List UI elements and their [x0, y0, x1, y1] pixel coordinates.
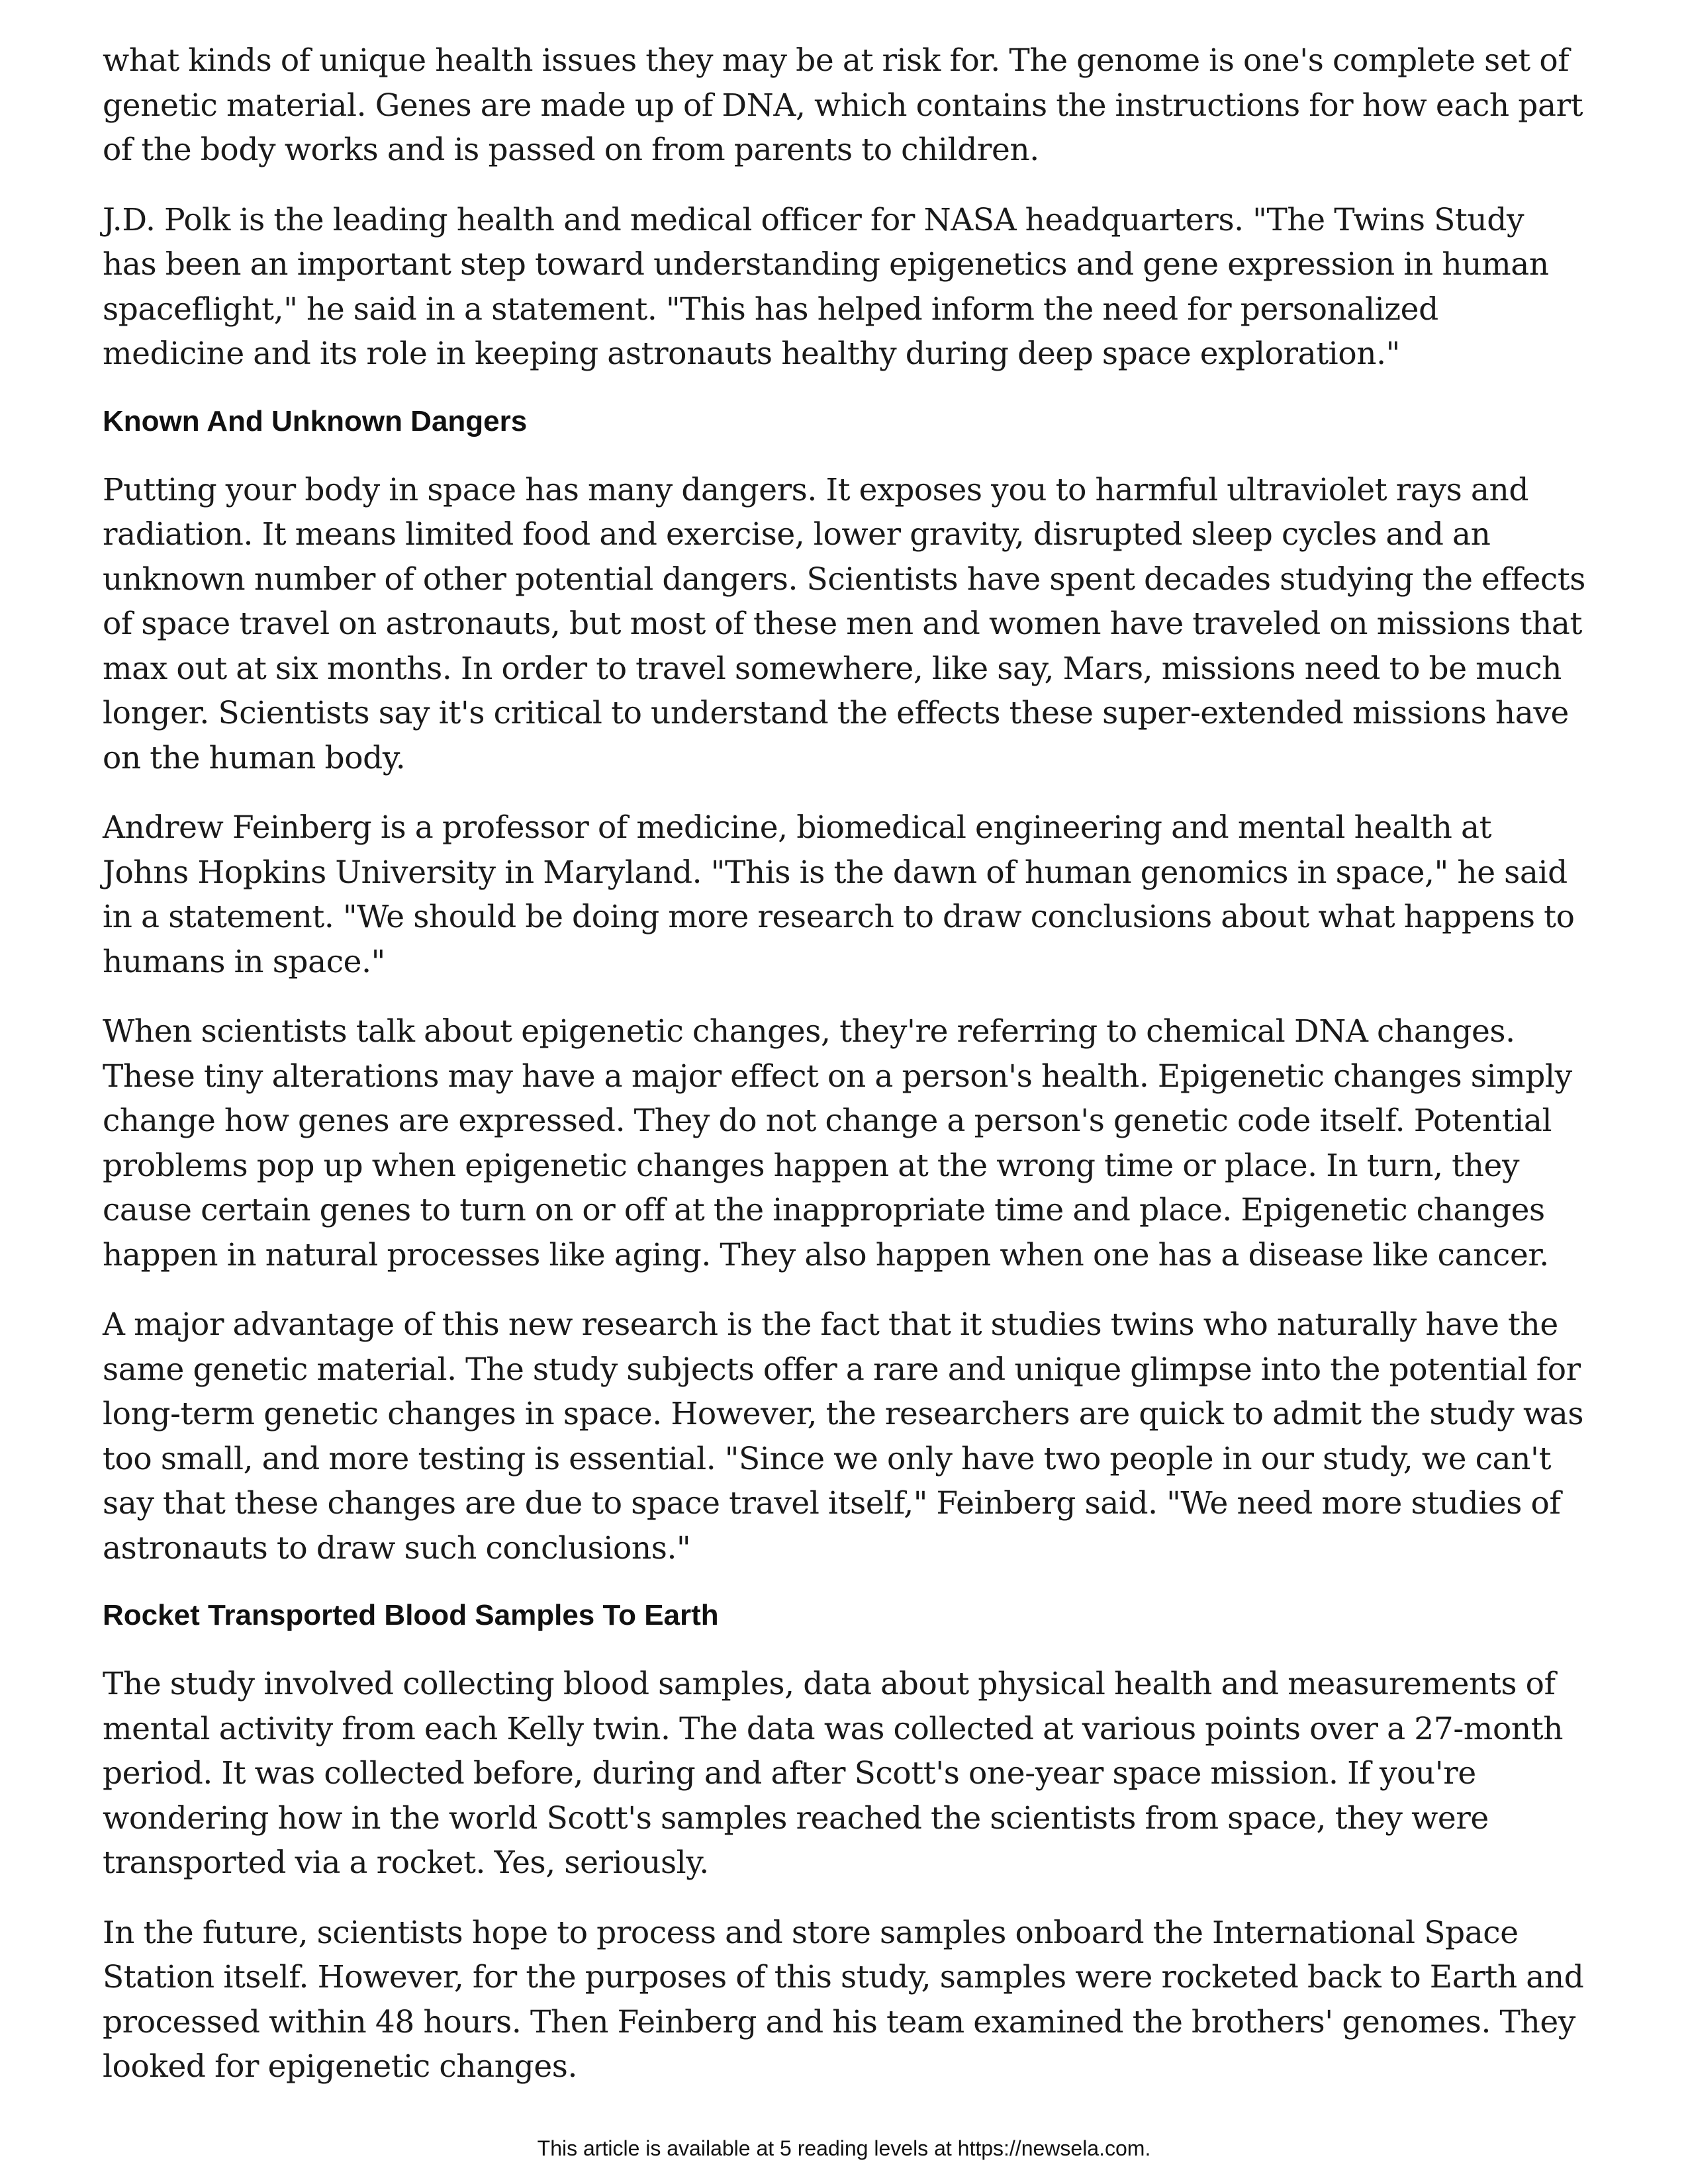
article-body	[103, 38, 1585, 2115]
heading-rocket-blood-samples: Rocket Transported Blood Samples To Earth	[103, 1599, 719, 1631]
page-footer: This article is available at 5 reading levels at https://newsela.com.	[537, 2136, 1151, 2160]
paragraph-epigenetic-changes: When scientists talk about epigenetic changes, they're referring to chemical DNA changes. These tiny alterations may have a major effect on a person's health. Epigenetic changes simply change how genes are expressed. They do not change a person's genetic code itself. Potential problems pop up when epigenetic changes happen at the wrong time or place. In turn, they cause certain genes to turn on or off at the inappropriate time and place. Epigenetic changes happen in natural processes like aging. They also happen when one has a disease like cancer.	[103, 1013, 1572, 1273]
paragraph-future-processing: In the future, scientists hope to process and store samples onboard the International Space Station itself. However, for the purposes of this study, samples were rocketed back to Earth and processed within 48 hours. Then Feinberg and his team examined the brothers' genomes. They looked for epigenetic changes.	[103, 1914, 1584, 2085]
paragraph-feinberg-quote: Andrew Feinberg is a professor of medicine, biomedical engineering and mental health at Johns Hopkins University in Maryland. "This is the dawn of human genomics in space," he said in a statement. "We should be doing more research to draw conclusions about what happens to humans in space."	[103, 809, 1575, 980]
paragraph-genome: what kinds of unique health issues they may be at risk for. The genome is one's complete set of genetic material. Genes are made up of DNA, which contains the instructions for how each part of the body works and is passed on from parents to children.	[103, 42, 1583, 168]
paragraph-twins-advantage: A major advantage of this new research is the fact that it studies twins who naturally have the same genetic material. The study subjects offer a rare and unique glimpse into the potential for long-term genetic changes in space. However, the researchers are quick to admit the study was too small, and more testing is essential. "Since we only have two people in our study, we can't say that these changes are due to space travel itself," Feinberg said. "We need more studies of astronauts to draw such conclusions."	[103, 1306, 1584, 1567]
paragraph-study-samples: The study involved collecting blood samples, data about physical health and measurements of mental activity from each Kelly twin. The data was collected at various points over a 27-month period. It was collected before, during and after Scott's one-year space mission. If you're wondering how in the world Scott's samples reached the scientists from space, they were transported via a rocket. Yes, seriously.	[103, 1666, 1564, 1881]
paragraph-polk-quote: J.D. Polk is the leading health and medical officer for NASA headquarters. "The Twins Study has been an important step toward understanding epigenetics and gene expression in human spaceflight," he said in a statement. "This has helped inform the need for personalized medicine and its role in keeping astronauts healthy during deep space exploration."	[103, 201, 1549, 372]
heading-known-unknown-dangers: Known And Unknown Dangers	[103, 404, 528, 437]
paragraph-space-dangers: Putting your body in space has many dangers. It exposes you to harmful ultraviolet rays and radiation. It means limited food and exercise, lower gravity, disrupted sleep cycles and an unknown number of other potential dangers. Scientists have spent decades studying the effects of space travel on astronauts, but most of these men and women have traveled on missions that max out at six months. In order to travel somewhere, like say, Mars, missions need to be much longer. Scientists say it's critical to understand the effects these super-extended missions have on the human body.	[103, 471, 1586, 776]
